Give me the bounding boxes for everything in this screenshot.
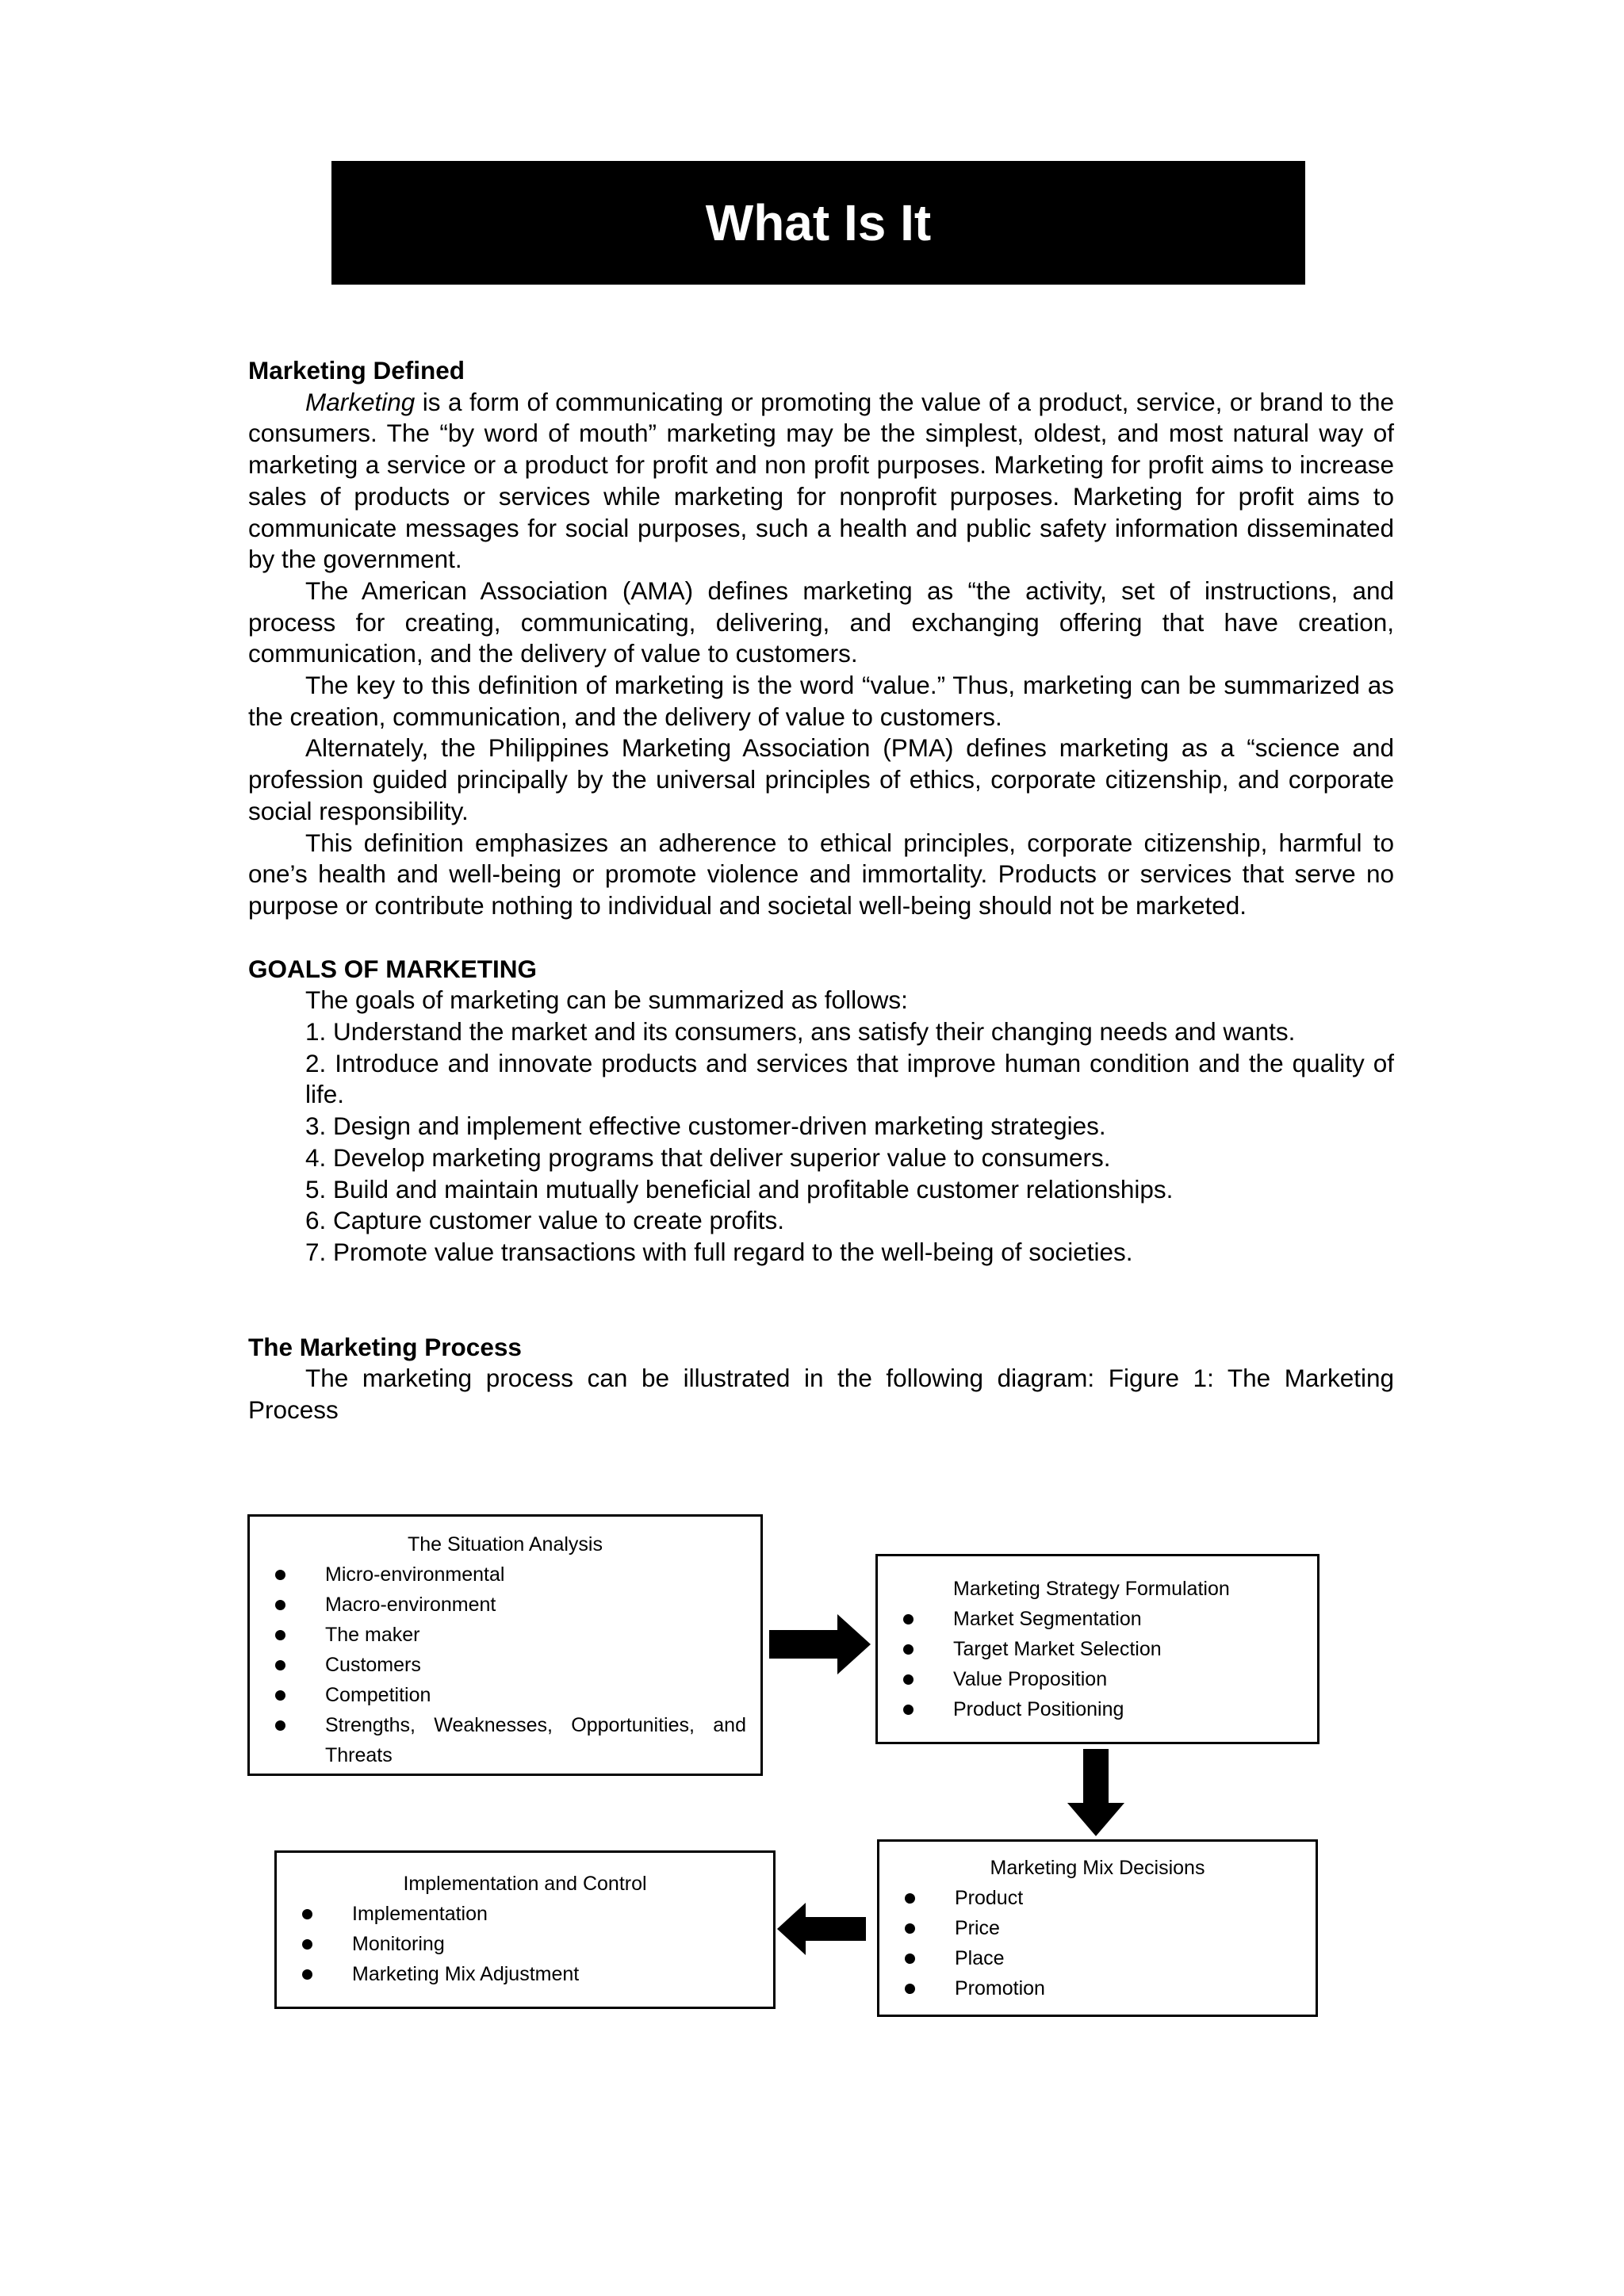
heading-goals: GOALS OF MARKETING bbox=[248, 954, 537, 983]
arrow-left-icon bbox=[777, 1901, 866, 1957]
list-item-label: Promotion bbox=[955, 1977, 1045, 1999]
list-item-label: Product Positioning bbox=[953, 1698, 1124, 1720]
situation-analysis-list bbox=[250, 1559, 760, 1770]
section-banner bbox=[331, 161, 1305, 285]
list-item bbox=[277, 1959, 773, 1989]
mix-decisions-list bbox=[879, 1883, 1316, 2003]
list-item-label: Marketing Mix Adjustment bbox=[352, 1963, 580, 1985]
paragraph-ethics-emphasis: This definition emphasizes an adherence to ethical principles, corporate citizenship, harmful to one’s health and well-being or promote violence and immortality. Products or services that serve no purpose or contribute nothing to individual and societal well-being should not be marketed. bbox=[248, 828, 1394, 920]
bullet-icon bbox=[302, 1939, 312, 1950]
heading-marketing-defined: Marketing Defined bbox=[248, 356, 465, 385]
process-intro: The marketing process can be illustrated in the following diagram: Figure 1: The Marketing Process bbox=[248, 1364, 1394, 1425]
list-item bbox=[250, 1680, 760, 1710]
bullet-icon bbox=[275, 1570, 285, 1580]
bullet-icon bbox=[275, 1630, 285, 1640]
bullet-icon bbox=[903, 1614, 914, 1624]
arrow-down-icon bbox=[1067, 1749, 1124, 1838]
paragraph-pma-definition: Alternately, the Philippines Marketing Association (PMA) defines marketing as a “science and profession guided principally by the universal principles of ethics, corporate citizenship, and corporate social responsibility. bbox=[248, 733, 1394, 825]
goals-intro: The goals of marketing can be summarized as follows: bbox=[305, 985, 908, 1015]
implementation-control-list bbox=[277, 1899, 773, 1989]
implementation-control-box bbox=[274, 1850, 776, 2009]
arrow-right-icon bbox=[769, 1611, 872, 1678]
list-item bbox=[250, 1710, 760, 1770]
situation-analysis-box bbox=[247, 1514, 763, 1776]
list-item bbox=[879, 1913, 1316, 1943]
list-item-label: Monitoring bbox=[352, 1933, 445, 1955]
paragraph-marketing-form-text: is a form of communicating or promoting the value of a product, service, or brand to the consumers. The “by word of mouth” marketing may be the simplest, oldest, and most natural way of marketing a service or a product for profit and non profit purposes. Marketing for profit aims to increase sales of products or services while marketing for nonprofit purposes. Marketing for profit aims to communicate messages for social purposes, such a health and public safety information disseminated by the government. bbox=[248, 387, 1394, 574]
list-item-label: Place bbox=[955, 1947, 1005, 1969]
list-item bbox=[879, 1973, 1316, 2003]
list-item bbox=[250, 1620, 760, 1650]
paragraph-value-key: The key to this definition of marketing is the word “value.” Thus, marketing can be summarized as the creation, communication, and the delivery of value to customers. bbox=[248, 671, 1394, 731]
list-item bbox=[878, 1664, 1317, 1694]
mix-decisions-box bbox=[877, 1839, 1318, 2017]
bullet-icon bbox=[905, 1954, 915, 1964]
bullet-icon bbox=[905, 1893, 915, 1904]
goal-item: 4. Develop marketing programs that deliver superior value to consumers. bbox=[305, 1142, 1111, 1172]
mix-decisions-title: Marketing Mix Decisions bbox=[990, 1857, 1205, 1879]
banner-title: What Is It bbox=[705, 194, 932, 251]
bullet-icon bbox=[905, 1984, 915, 1994]
list-item bbox=[277, 1929, 773, 1959]
list-item-label: Competition bbox=[325, 1684, 431, 1706]
list-item-label: Value Proposition bbox=[953, 1668, 1108, 1690]
goal-item: 1. Understand the market and its consumers, ans satisfy their changing needs and wants. bbox=[305, 1017, 1296, 1047]
goal-item: 5. Build and maintain mutually beneficial and profitable customer relationships. bbox=[305, 1174, 1174, 1203]
list-item bbox=[250, 1590, 760, 1620]
goal-item: 2. Introduce and innovate products and services that improve human condition and the quality of life. bbox=[305, 1048, 1450, 1109]
list-item-label: Strengths, Weaknesses, Opportunities, and bbox=[325, 1714, 746, 1736]
bullet-icon bbox=[302, 1969, 312, 1980]
bullet-icon bbox=[275, 1720, 285, 1731]
list-item bbox=[250, 1650, 760, 1680]
paragraph-marketing-form bbox=[248, 387, 1394, 576]
implementation-control-title: Implementation and Control bbox=[403, 1873, 647, 1895]
list-item-label: Price bbox=[955, 1917, 1000, 1939]
bullet-icon bbox=[275, 1660, 285, 1670]
list-item-label: Market Segmentation bbox=[953, 1608, 1142, 1630]
bullet-icon bbox=[275, 1600, 285, 1610]
list-item-label: Customers bbox=[325, 1654, 421, 1676]
list-item-label: Micro-environmental bbox=[325, 1563, 505, 1586]
body-text bbox=[248, 355, 1450, 1426]
term-marketing: Marketing bbox=[305, 387, 416, 416]
bullet-icon bbox=[903, 1644, 914, 1655]
list-item-label: Product bbox=[955, 1887, 1024, 1909]
strategy-formulation-list bbox=[878, 1604, 1317, 1724]
bullet-icon bbox=[905, 1923, 915, 1934]
list-item bbox=[878, 1634, 1317, 1664]
list-item bbox=[878, 1604, 1317, 1634]
list-item-label: Macro-environment bbox=[325, 1594, 496, 1616]
list-item bbox=[250, 1559, 760, 1590]
bullet-icon bbox=[302, 1909, 312, 1919]
goals-list bbox=[248, 1016, 1450, 1269]
list-item-label: Implementation bbox=[352, 1903, 488, 1925]
paragraph-ama-definition: The American Association (AMA) defines marketing as “the activity, set of instructions, and process for creating, communicating, delivering, and exchanging offering that have creation, communication, and the delivery of value to customers. bbox=[248, 576, 1394, 668]
strategy-formulation-title: Marketing Strategy Formulation bbox=[953, 1578, 1230, 1600]
heading-marketing-process: The Marketing Process bbox=[248, 1332, 522, 1361]
strategy-formulation-box bbox=[875, 1554, 1320, 1744]
list-item bbox=[879, 1883, 1316, 1913]
goal-item: 3. Design and implement effective customer-driven marketing strategies. bbox=[305, 1112, 1106, 1141]
list-item-label: The maker bbox=[325, 1624, 420, 1646]
goal-item: 6. Capture customer value to create profits. bbox=[305, 1206, 785, 1235]
bullet-icon bbox=[903, 1705, 914, 1715]
list-item bbox=[878, 1694, 1317, 1724]
list-item-label: Target Market Selection bbox=[953, 1638, 1162, 1660]
situation-analysis-title: The Situation Analysis bbox=[408, 1533, 603, 1556]
list-item bbox=[879, 1943, 1316, 1973]
list-item-label-continued: Threats bbox=[325, 1744, 393, 1766]
goal-item: 7. Promote value transactions with full regard to the well-being of societies. bbox=[305, 1237, 1133, 1266]
bullet-icon bbox=[903, 1674, 914, 1685]
bullet-icon bbox=[275, 1690, 285, 1701]
list-item bbox=[277, 1899, 773, 1929]
